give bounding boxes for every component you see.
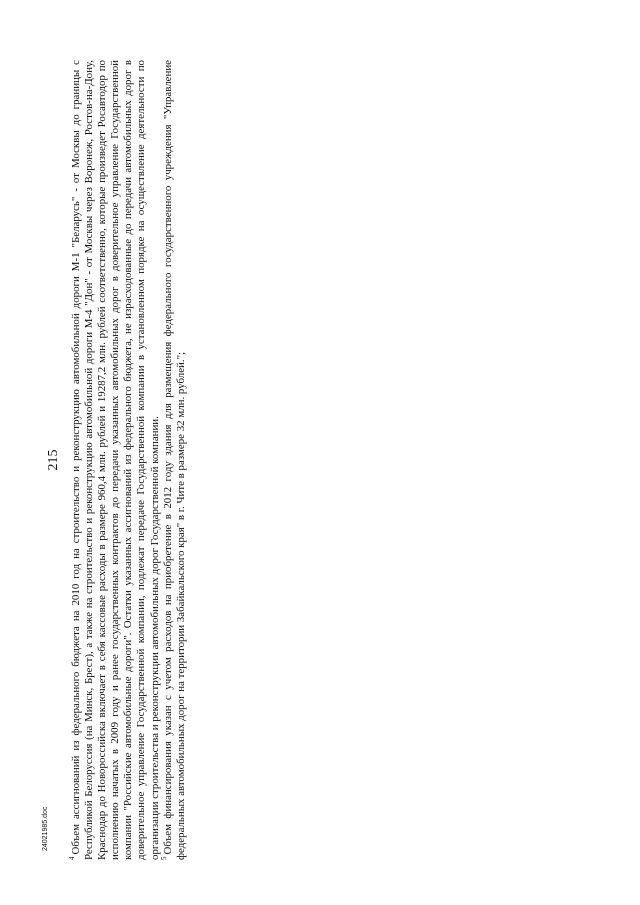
footnote [70, 60, 162, 860]
footnotes [70, 60, 188, 860]
footnote-marker: 5 [160, 856, 169, 860]
document-id: 24021985.doc [42, 806, 49, 851]
rotated-content [46, 60, 234, 860]
footnote-marker: 4 [68, 856, 77, 860]
page-number: 215 [46, 449, 61, 471]
footnote-text: Объем ассигнований из федерального бюджета на 2010 год на строительство и реконструкцию автомобильной дороги М-1 "Беларусь" - от Москвы до границы с Республикой Белоруссия (на Минск, Брест), а также на строительство и реконструкцию автомобильной дороги М-4 "Дон" - от Москвы через Воронеж, Ростов-на-Дону, Краснодар до Новороссийска включает в себя кассовые расходы в размере 960,4 млн. рублей и 19287,2 млн. рублей соответственно, которые произведет Росавтодор по исполнению начатых в 2009 году и ранее государственных контрактов до передачи указанных автомобильных дорог в доверительное управление Государственной компании "Российские автомобильные дороги". Остатки указанных ассигнований из федерального бюджета, не израсходованные до передачи автомобильных дорог в доверительное управление Государственной компании, подлежат передаче Государственной компании в установленном порядке на осуществление деятельности по организации строительства и реконструкции автомобильных дорог Государственной компании. [70, 60, 161, 860]
footnote [162, 60, 188, 860]
footnote-text: Объем финансирования указан с учетом расходов на приобретение в 2012 году здания для размещения федерального государственного учреждения "Управление федеральных автомобильных дорог на территории Забайкальского края" в г. Чите в размере 32 млн. рублей."; [161, 60, 187, 860]
